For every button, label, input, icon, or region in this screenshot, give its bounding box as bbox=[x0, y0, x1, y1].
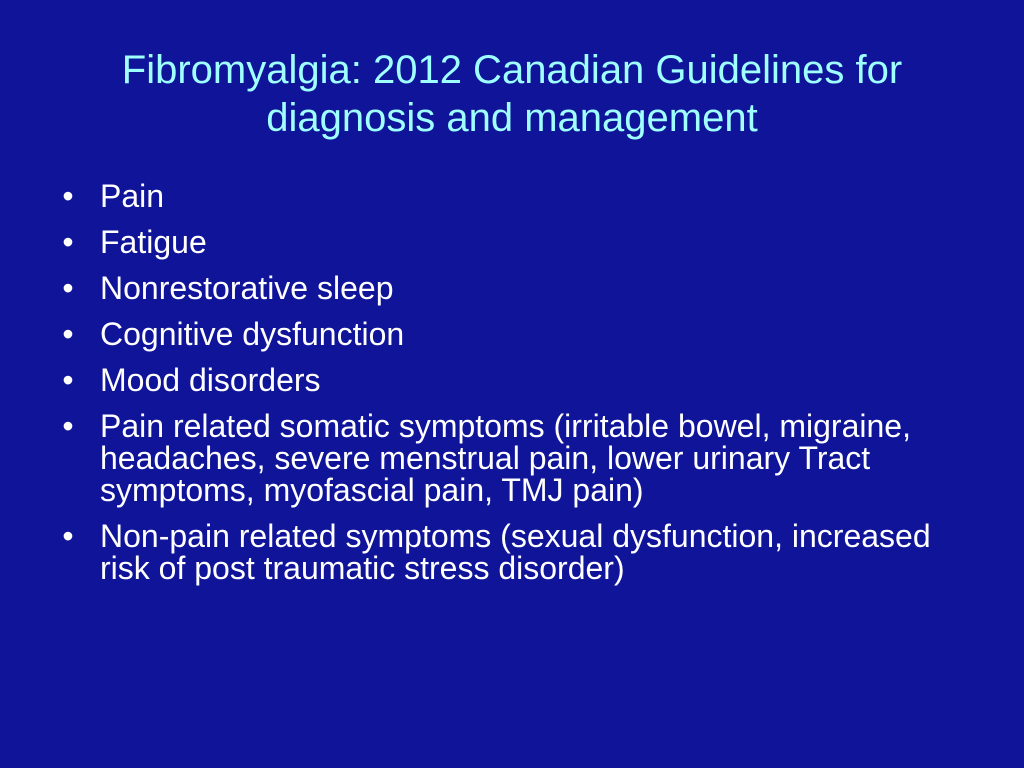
bullet-text: Nonrestorative sleep bbox=[100, 270, 394, 306]
bullet-text: Pain related somatic symptoms (irritable bowel, migraine, headaches, severe menstrual pain, lower urinary Tract symptoms, myofascial pain, TMJ pain) bbox=[100, 408, 911, 508]
bullet-list bbox=[0, 180, 980, 598]
bullet-icon: • bbox=[62, 270, 74, 306]
bullet-item-mood-disorders bbox=[0, 364, 980, 396]
bullet-text: Cognitive dysfunction bbox=[100, 316, 405, 352]
slide-title-line-1: Fibromyalgia: 2012 Canadian Guidelines for bbox=[121, 48, 903, 92]
bullet-item-non-pain-related-symptoms bbox=[0, 520, 980, 584]
bullet-item-nonrestorative-sleep bbox=[0, 272, 980, 304]
bullet-item-cognitive-dysfunction bbox=[0, 318, 980, 350]
bullet-icon: • bbox=[62, 316, 74, 352]
bullet-icon: • bbox=[62, 408, 74, 444]
bullet-icon: • bbox=[62, 518, 74, 554]
bullet-icon: • bbox=[62, 362, 74, 398]
bullet-icon: • bbox=[62, 178, 74, 214]
bullet-item-pain-related-somatic-symptoms bbox=[0, 410, 980, 506]
bullet-text: Non-pain related symptoms (sexual dysfunction, increased risk of post traumatic stress disorder) bbox=[100, 518, 931, 586]
slide-title-line-2: diagnosis and management bbox=[266, 96, 758, 140]
bullet-icon: • bbox=[62, 224, 74, 260]
slide-title bbox=[40, 46, 984, 142]
bullet-item-fatigue bbox=[0, 226, 980, 258]
bullet-text: Mood disorders bbox=[100, 362, 321, 398]
bullet-item-pain bbox=[0, 180, 980, 212]
bullet-text: Pain bbox=[100, 178, 165, 214]
bullet-text: Fatigue bbox=[100, 224, 207, 260]
